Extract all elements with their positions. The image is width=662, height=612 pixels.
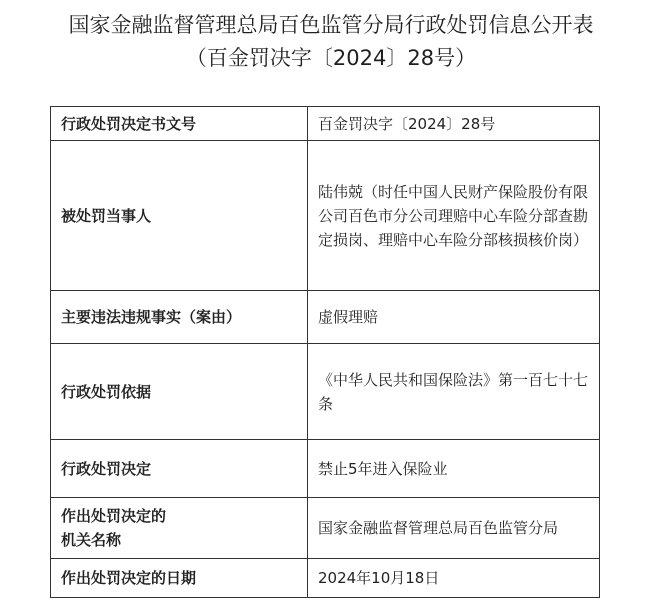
table-row-penalized-party (51, 141, 600, 291)
row-value: 2024年10月18日 (308, 559, 600, 598)
row-label: 行政处罚依据 (51, 344, 308, 440)
table-row-legal-basis (51, 344, 600, 440)
row-value: 《中华人民共和国保险法》第一百七十七条 (308, 344, 600, 440)
row-label: 行政处罚决定书文号 (51, 107, 308, 141)
row-label: 行政处罚决定 (51, 440, 308, 498)
table-row-deciding-authority (51, 498, 600, 559)
table-row-decision-date (51, 559, 600, 598)
row-value: 国家金融监督管理总局百色监管分局 (308, 498, 600, 559)
row-label: 主要违法违规事实（案由） (51, 291, 308, 344)
row-label: 被处罚当事人 (51, 141, 308, 291)
row-value: 禁止5年进入保险业 (308, 440, 600, 498)
penalty-info-table (50, 106, 600, 598)
document-title: 国家金融监督管理总局百色监管分局行政处罚信息公开表 (68, 13, 594, 37)
row-value: 虚假理赔 (308, 291, 600, 344)
table-row-violation-facts (51, 291, 600, 344)
row-label: 作出处罚决定的 机关名称 (51, 498, 308, 559)
row-value: 陆伟兢（时任中国人民财产保险股份有限公司百色市分公司理赔中心车险分部查勘定损岗、理赔中心车险分部核损核价岗） (308, 141, 600, 291)
table-row-penalty-decision (51, 440, 600, 498)
document-number-subtitle: （百金罚决字〔2024〕28号） (185, 46, 477, 70)
row-value: 百金罚决字〔2024〕28号 (308, 107, 600, 141)
table-row-decision-number (51, 107, 600, 141)
row-label: 作出处罚决定的日期 (51, 559, 308, 598)
